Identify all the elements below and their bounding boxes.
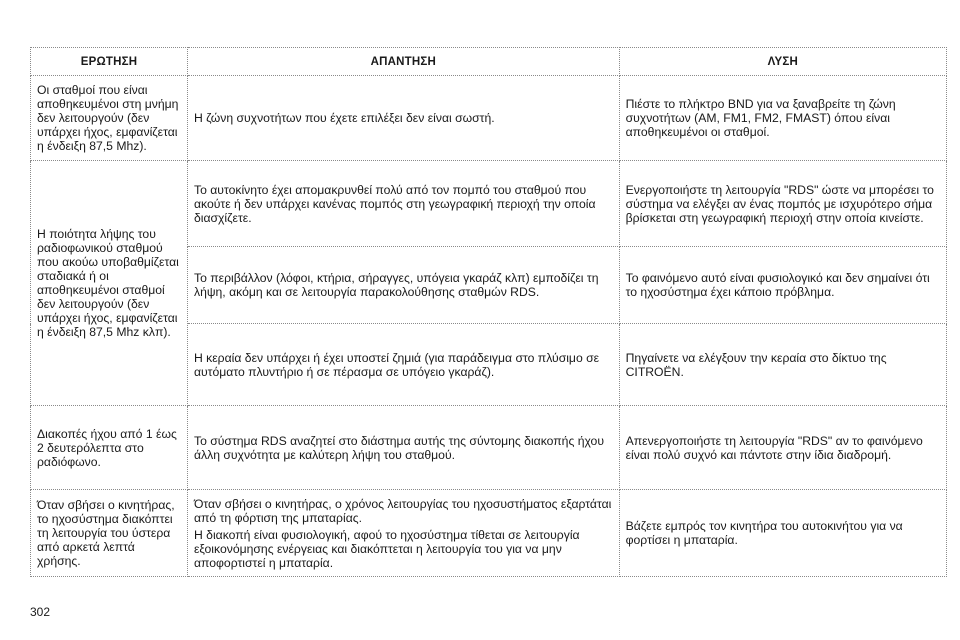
answer-paragraph: Όταν σβήσει ο κινητήρας, ο χρόνος λειτουργίας του ηχοσυστήματος εξαρτάται από τη φόρτιση της μπαταρίας.: [193, 496, 612, 525]
page-number: 302: [30, 605, 51, 619]
header-question: ΕΡΩΤΗΣΗ: [31, 48, 188, 76]
solution-cell: Απενεργοποιήστε τη λειτουργία "RDS" αν το φαινόμενο είναι πολύ συχνό και πάντοτε στην ίδια διαδρομή.: [619, 406, 946, 490]
question-cell: Οι σταθμοί που είναι αποθηκευμένοι στη μνήμη δεν λειτουργούν (δεν υπάρχει ήχος, εμφανίζεται η ένδειξη 87,5 Mhz).: [31, 76, 188, 161]
solution-cell: Πιέστε το πλήκτρο BND για να ξαναβρείτε τη ζώνη συχνοτήτων (AM, FM1, FM2, FMAST) όπου είναι αποθηκευμένοι οι σταθμοί.: [619, 76, 946, 161]
table-row: [31, 406, 947, 490]
answer-cell: Το περιβάλλον (λόφοι, κτήρια, σήραγγες, υπόγεια γκαράζ κλπ) εμποδίζει τη λήψη, ακόμη και σε λειτουργία παρακολούθησης σταθμών RDS.: [187, 247, 619, 324]
solution-cell: Βάζετε εμπρός τον κινητήρα του αυτοκινήτου για να φορτίσει η μπαταρία.: [619, 490, 946, 577]
header-solution: ΛΥΣΗ: [619, 48, 946, 76]
answer-cell: Η ζώνη συχνοτήτων που έχετε επιλέξει δεν είναι σωστή.: [187, 76, 619, 161]
table-row: [31, 490, 947, 577]
header-answer: ΑΠΑΝΤΗΣΗ: [187, 48, 619, 76]
answer-cell: [187, 490, 619, 577]
table-row: [31, 76, 947, 161]
table-header-row: [31, 48, 947, 76]
question-cell: Διακοπές ήχου από 1 έως 2 δευτερόλεπτα στο ραδιόφωνο.: [31, 406, 188, 490]
answer-cell: Το αυτοκίνητο έχει απομακρυνθεί πολύ από τον πομπό του σταθμού που ακούτε ή δεν υπάρχει κανένας πομπός στη γεωγραφική περιοχή την οποία διασχίζετε.: [187, 161, 619, 247]
answer-cell: Το σύστημα RDS αναζητεί στο διάστημα αυτής της σύντομης διακοπής ήχου άλλη συχνότητα με καλύτερη λήψη του σταθμού.: [187, 406, 619, 490]
answer-cell: Η κεραία δεν υπάρχει ή έχει υποστεί ζημιά (για παράδειγμα στο πλύσιμο σε αυτόματο πλυντήριο ή σε πέρασμα σε υπόγειο γκαράζ).: [187, 324, 619, 406]
question-cell: Η ποιότητα λήψης του ραδιοφωνικού σταθμού που ακούω υποβαθμίζεται σταδιακά ή οι αποθηκευμένοι σταθμοί δεν λειτουργούν (δεν υπάρχει ήχος, εμφανίζεται η ένδειξη 87,5 Mhz κλπ).: [31, 161, 188, 406]
question-cell: Όταν σβήσει ο κινητήρας, το ηχοσύστημα διακόπτει τη λειτουργία του ύστερα από αρκετά λεπτά χρήσης.: [31, 490, 188, 577]
solution-cell: Πηγαίνετε να ελέγξουν την κεραία στο δίκτυο της CITROËN.: [619, 324, 946, 406]
solution-cell: Το φαινόμενο αυτό είναι φυσιολογικό και δεν σημαίνει ότι το ηχοσύστημα έχει κάποιο πρόβλημα.: [619, 247, 946, 324]
answer-paragraph: Η διακοπή είναι φυσιολογική, αφού το ηχοσύστημα τίθεται σε λειτουργία εξοικονόμησης ενέργειας και διακόπτεται η λειτουργία του για να μην αποφορτιστεί η μπαταρία.: [193, 527, 580, 570]
table-row: [31, 161, 947, 247]
troubleshooting-table: [30, 47, 947, 577]
solution-cell: Ενεργοποιήστε τη λειτουργία "RDS" ώστε να μπορέσει το σύστημα να ελέγξει αν ένας πομπός με ισχυρότερο σήμα βρίσκεται στη γεωγραφική περιοχή στην οποία κινείστε.: [619, 161, 946, 247]
